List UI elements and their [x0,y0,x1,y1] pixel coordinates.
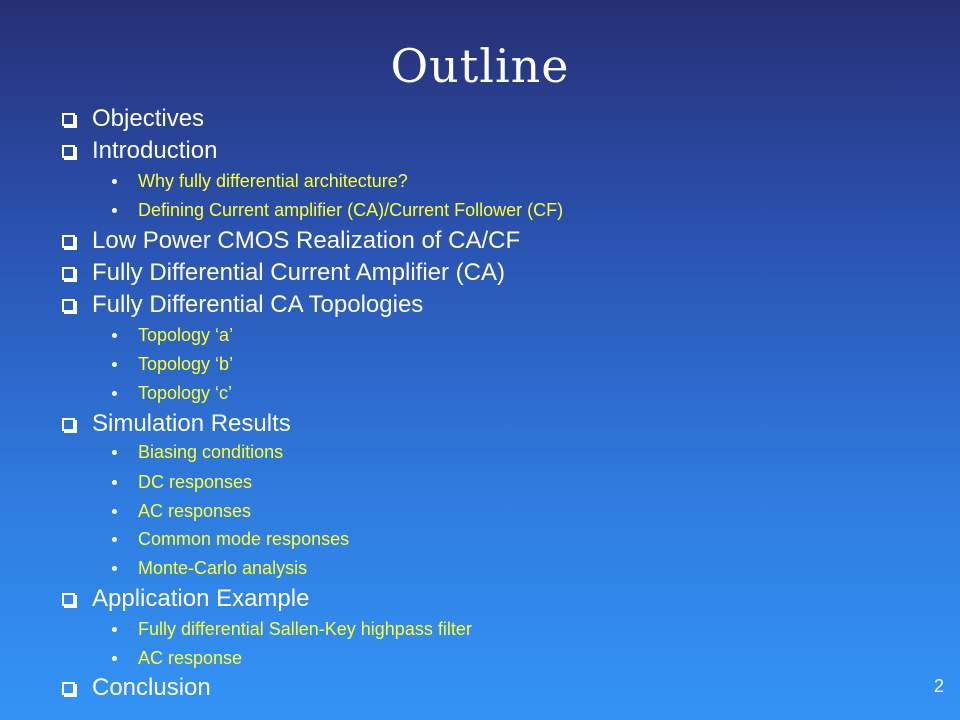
outline-item-introduction [62,136,217,166]
bullet-dot-icon [112,179,117,184]
outline-subitem [112,440,283,464]
outline-subitem-label: Biasing conditions [138,441,284,462]
outline-subitem [112,646,242,670]
outline-subitem [112,527,349,551]
outline-item-simulation-results [62,409,291,439]
outline-item-label: Fully Differential CA Topologies [92,291,424,318]
checkbox-bullet-icon [62,682,75,695]
bullet-dot-icon [112,450,117,455]
outline-item-fully-differential-ca [62,258,505,288]
outline-subitem [112,381,232,405]
outline-subitem-label: Topology ‘c’ [138,382,233,403]
outline-subitem-label: Common mode responses [138,528,350,549]
outline-item-label: Application Example [92,585,310,612]
outline-item-label: Low Power CMOS Realization of CA/CF [92,227,521,254]
bullet-dot-icon [112,537,117,542]
bullet-dot-icon [112,656,117,661]
outline-item-objectives [62,104,204,134]
bullet-dot-icon [112,627,117,632]
checkbox-bullet-icon [62,113,75,126]
outline-subitem [112,198,563,222]
slide-title: Outline [390,39,570,93]
bullet-dot-icon [112,208,117,213]
outline-item-application-example [62,584,309,614]
outline-item-topologies [62,290,423,320]
outline-subitem-label: AC responses [138,500,252,521]
bullet-dot-icon [112,566,117,571]
page-number: 2 [933,676,944,696]
bullet-dot-icon [112,480,117,485]
bullet-dot-icon [112,509,117,514]
outline-subitem-label: Topology ‘a’ [138,324,234,345]
checkbox-bullet-icon [62,235,75,248]
outline-subitem-label: AC response [138,647,243,668]
outline-subitem-label: Fully differential Sallen-Key highpass filter [138,618,472,639]
outline-item-label: Objectives [92,105,205,132]
checkbox-bullet-icon [62,593,75,606]
outline-subitem [112,499,251,523]
outline-subitem-label: Why fully differential architecture? [138,170,408,191]
outline-subitem [112,169,408,193]
outline-subitem-label: Defining Current amplifier (CA)/Current Follower (CF) [138,199,564,220]
outline-subitem [112,352,233,376]
checkbox-bullet-icon [62,299,75,312]
outline-subitem [112,470,252,494]
outline-subitem-label: Monte-Carlo analysis [138,557,308,578]
outline-subitem [112,556,307,580]
checkbox-bullet-icon [62,418,75,431]
outline-subitem-label: DC responses [138,471,253,492]
outline-item-low-power [62,226,520,256]
checkbox-bullet-icon [62,267,75,280]
outline-item-label: Introduction [92,137,218,164]
outline-subitem-label: Topology ‘b’ [138,353,234,374]
outline-subitem [112,617,472,641]
checkbox-bullet-icon [62,145,75,158]
bullet-dot-icon [112,391,117,396]
outline-item-label: Fully Differential Current Amplifier (CA) [92,259,506,286]
bullet-dot-icon [112,333,117,338]
outline-subitem [112,323,233,347]
outline-item-label: Conclusion [92,674,211,701]
outline-item-conclusion [62,673,211,703]
outline-item-label: Simulation Results [92,410,291,437]
bullet-dot-icon [112,362,117,367]
